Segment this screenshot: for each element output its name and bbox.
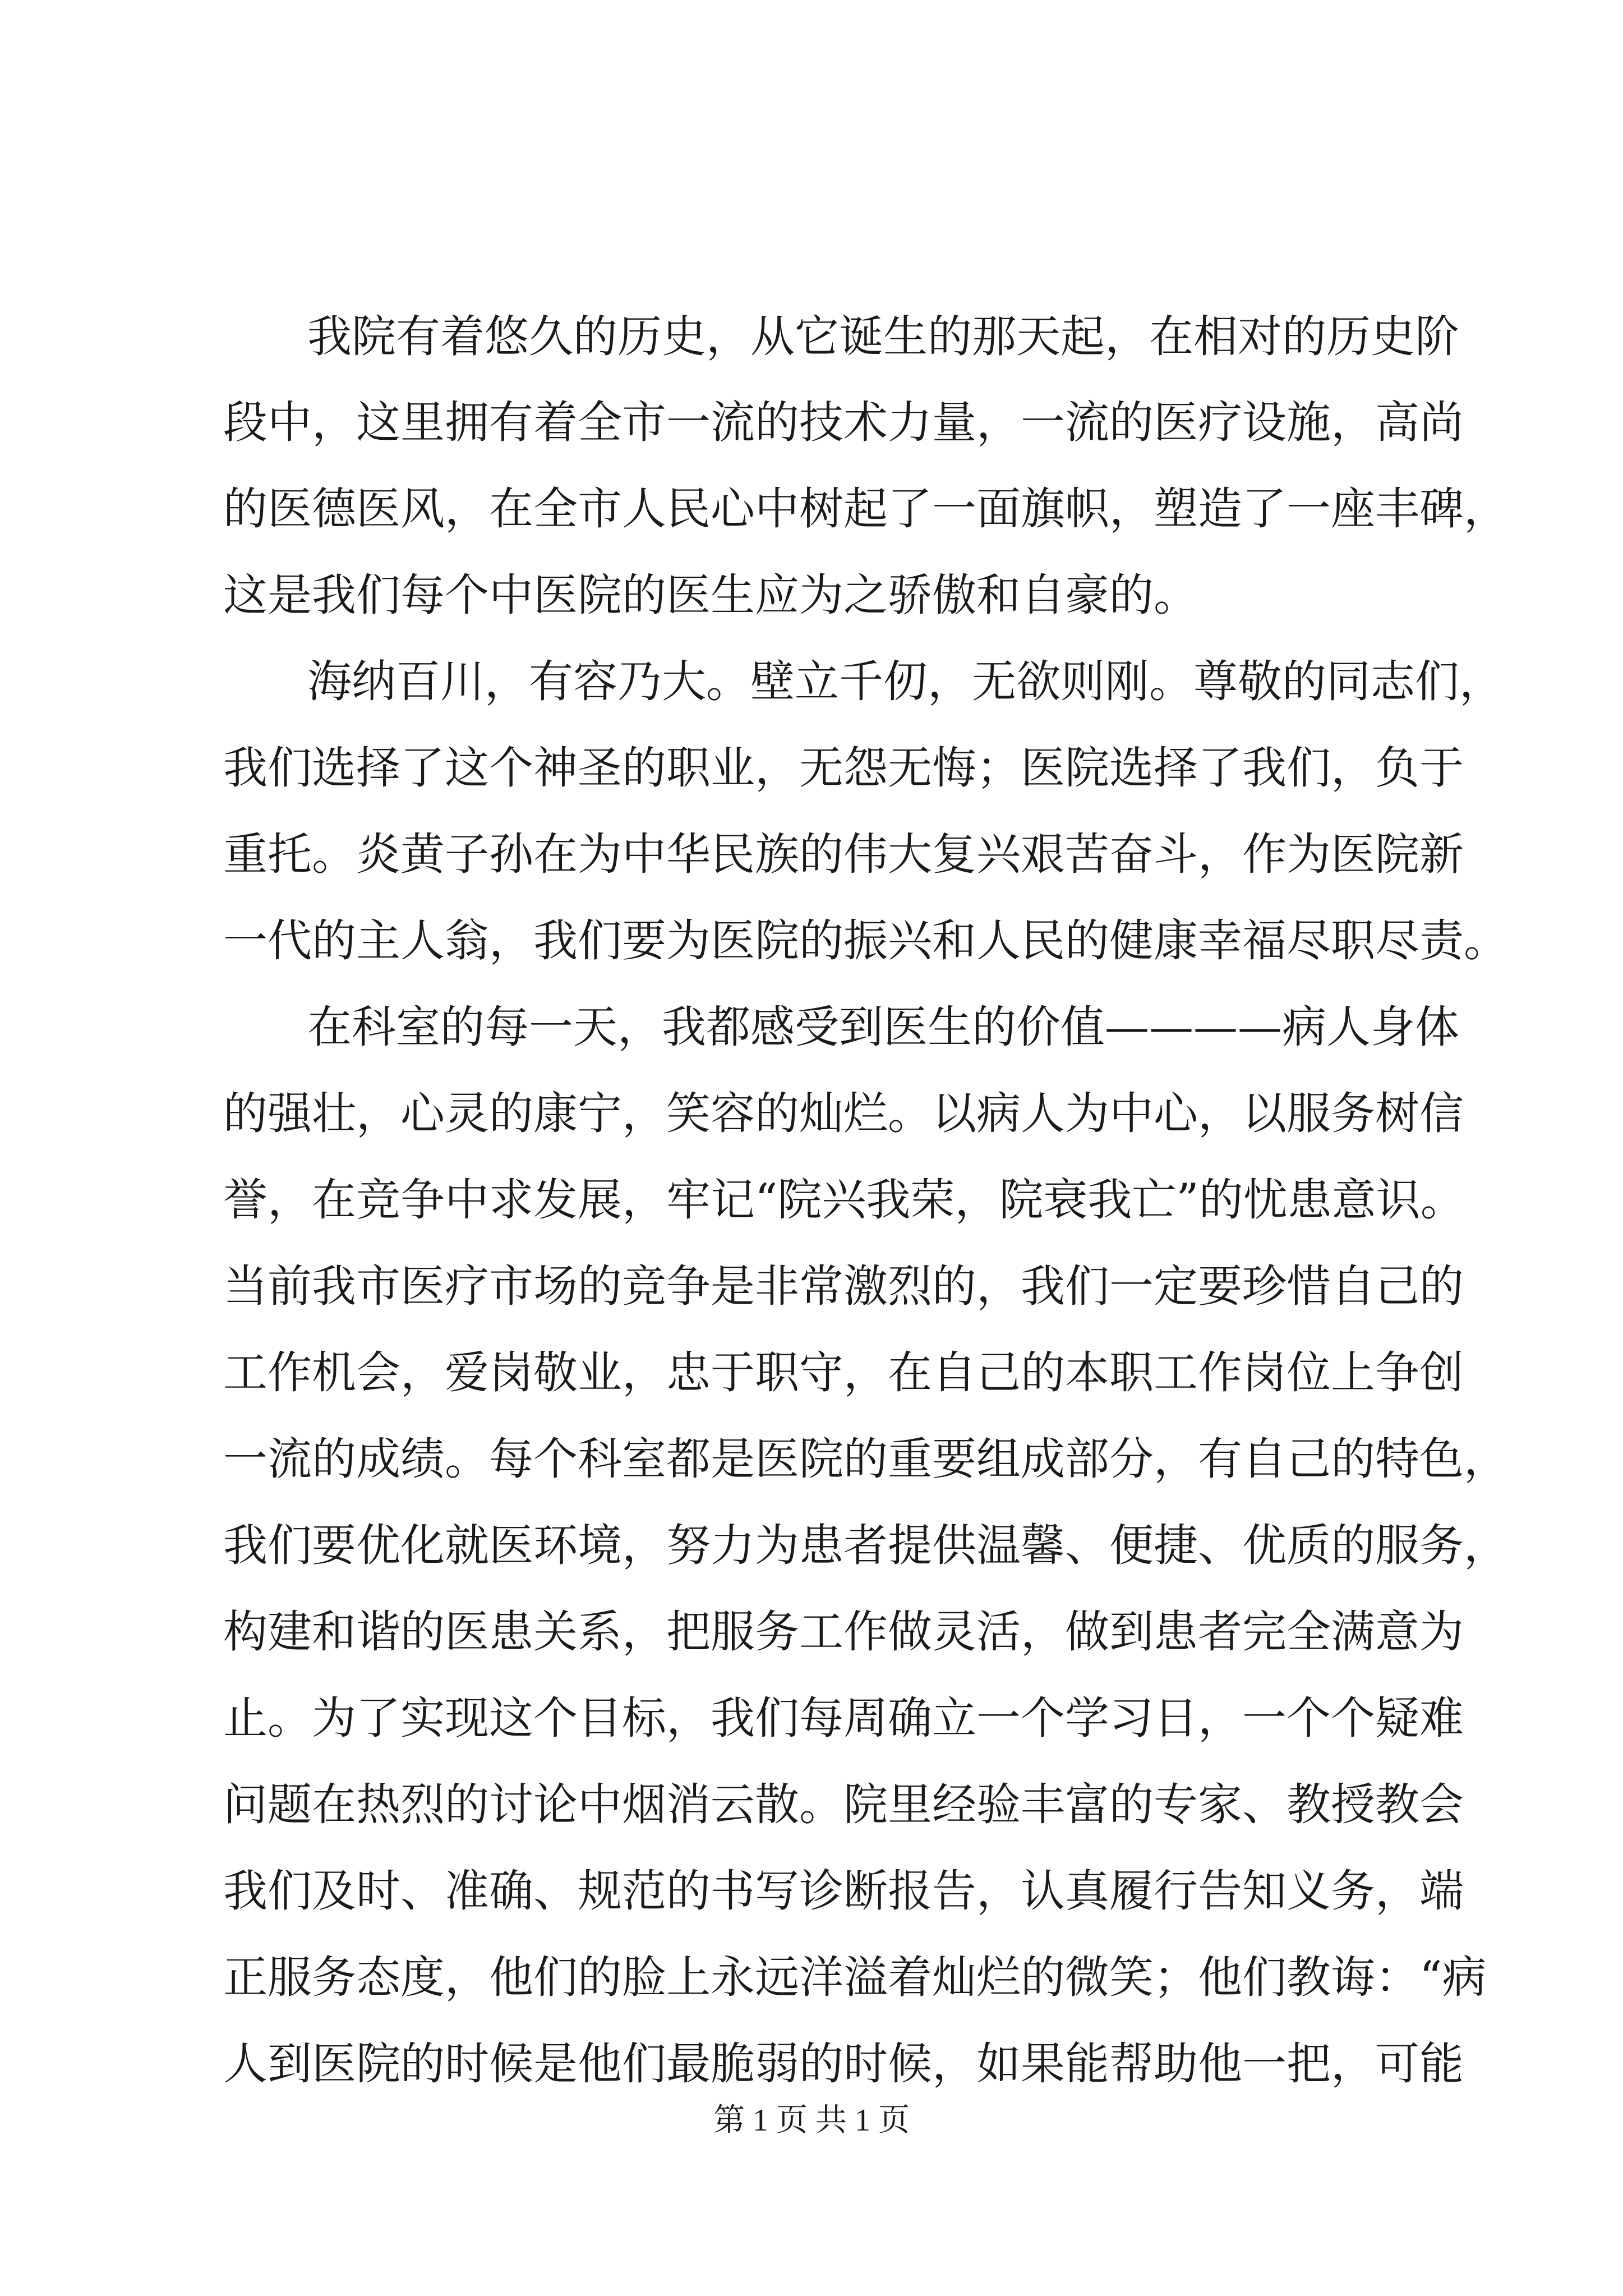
paragraph-3-line-10: 问题在热烈的讨论中烟消云散。院里经验丰富的专家、教授教会 xyxy=(223,1779,1464,1830)
paragraph-3-line-5: 工作机会，爱岗敬业，忠于职守，在自己的本职工作岗位上争创 xyxy=(223,1347,1464,1398)
paragraph-1-line-4: 这是我们每个中医院的医生应为之骄傲和自豪的。 xyxy=(223,569,1198,621)
paragraph-1-line-1: 我院有着悠久的历史，从它诞生的那天起，在相对的历史阶 xyxy=(307,311,1459,362)
paragraph-2-line-2: 我们选择了这个神圣的职业，无怨无悔；医院选择了我们，负于 xyxy=(223,742,1464,794)
paragraph-1-line-3: 的医德医风，在全市人民心中树起了一面旗帜，塑造了一座丰碑， xyxy=(223,483,1508,535)
paragraph-3-line-4: 当前我市医疗市场的竞争是非常激烈的，我们一定要珍惜自己的 xyxy=(223,1260,1464,1312)
paragraph-2-line-3: 重托。炎黄子孙在为中华民族的伟大复兴艰苦奋斗，作为医院新 xyxy=(223,829,1464,880)
paragraph-3-line-9: 止。为了实现这个目标，我们每周确立一个学习日，一个个疑难 xyxy=(223,1692,1464,1744)
paragraph-3-line-1: 在科室的每一天，我都感受到医生的价值————病人身体 xyxy=(307,1001,1459,1053)
paragraph-2-line-1: 海纳百川，有容乃大。壁立千仞，无欲则刚。尊敬的同志们， xyxy=(307,656,1504,707)
paragraph-3-line-3: 誉，在竞争中求发展，牢记“院兴我荣，院衰我亡”的忧患意识。 xyxy=(223,1174,1465,1226)
paragraph-3-line-12: 正服务态度，他们的脸上永远洋溢着灿烂的微笑；他们教诲：“病 xyxy=(223,1952,1487,2003)
paragraph-3-line-11: 我们及时、准确、规范的书写诊断报告，认真履行告知义务，端 xyxy=(223,1865,1464,1917)
paragraph-3-line-13: 人到医院的时候是他们最脆弱的时候，如果能帮助他一把，可能 xyxy=(223,2038,1464,2090)
paragraph-1-line-2: 段中，这里拥有着全市一流的技术力量，一流的医疗设施，高尚 xyxy=(223,397,1464,448)
paragraph-3-line-6: 一流的成绩。每个科室都是医院的重要组成部分，有自己的特色， xyxy=(223,1433,1508,1485)
page-number-footer: 第 1 页 共 1 页 xyxy=(713,2103,910,2138)
paragraph-3-line-8: 构建和谐的医患关系，把服务工作做灵活，做到患者完全满意为 xyxy=(223,1606,1464,1658)
paragraph-3-line-7: 我们要优化就医环境，努力为患者提供温馨、便捷、优质的服务， xyxy=(223,1520,1508,1571)
paragraph-3-line-2: 的强壮，心灵的康宁，笑容的灿烂。以病人为中心，以服务树信 xyxy=(223,1088,1464,1139)
paragraph-2-line-4: 一代的主人翁，我们要为医院的振兴和人民的健康幸福尽职尽责。 xyxy=(223,915,1508,967)
